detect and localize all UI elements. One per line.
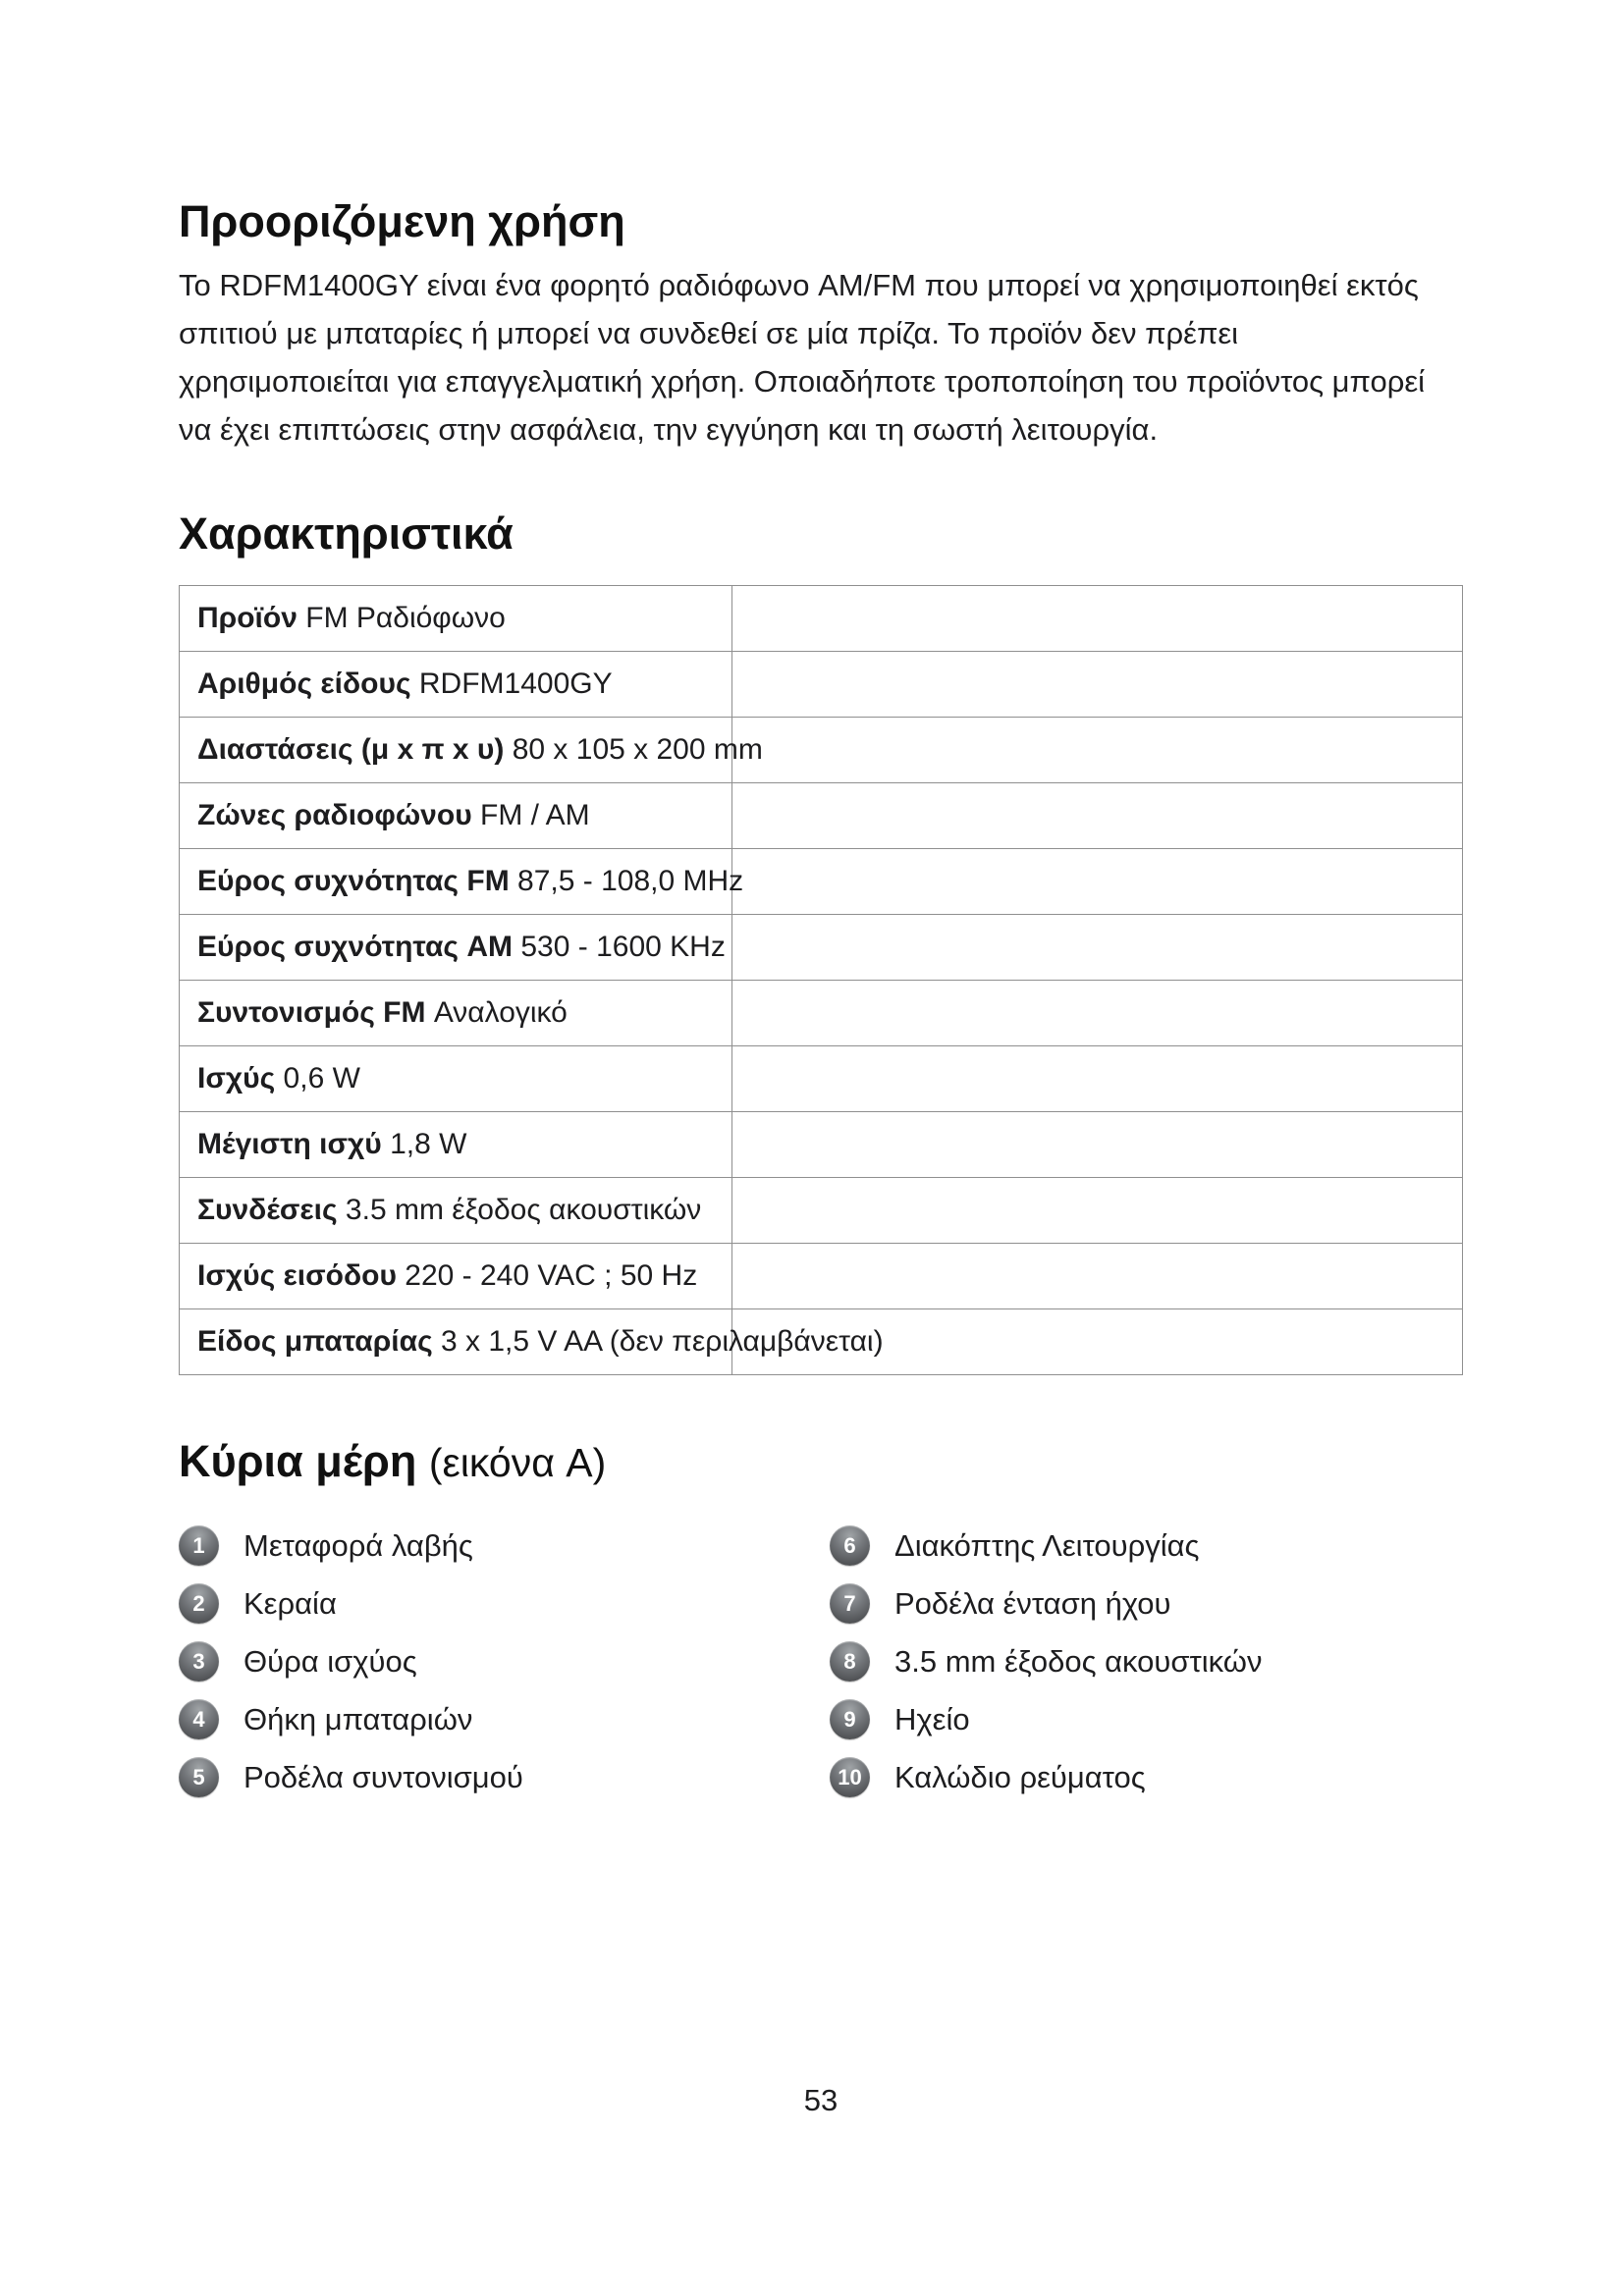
- part-item: [179, 1575, 830, 1632]
- part-label: 3.5 mm έξοδος ακουστικών: [894, 1643, 1263, 1679]
- intended-use-body: Το RDFM1400GY είναι ένα φορητό ραδιόφωνο AM/FM που μπορεί να χρησιμοποιηθεί εκτός σπιτιού με μπαταρίες ή μπορεί να συνδεθεί σε μία πρίζα. Το προϊόν δεν πρέπει χρησιμοποιείται για επαγγελματική χρήση. Οποιαδήποτε τροποποίηση του προϊόντος μπορεί να έχει επιπτώσεις στην ασφάλεια, την εγγύηση και τη σωστή λειτουργία.: [179, 268, 1426, 447]
- spec-label: Ισχύς: [197, 1062, 276, 1095]
- spec-value: FM / AM: [480, 799, 590, 831]
- main-parts-title: [179, 1436, 1463, 1487]
- spec-value: FM Ραδιόφωνο: [305, 602, 506, 634]
- spec-value: 1,8 W: [390, 1128, 467, 1160]
- spec-label: Ζώνες ραδιοφώνου: [197, 799, 472, 831]
- table-row: [180, 981, 1462, 1046]
- table-row: [180, 1112, 1462, 1178]
- part-number-badge: 10: [830, 1757, 870, 1797]
- part-number-badge: 2: [179, 1583, 219, 1624]
- part-label: Ηχείο: [894, 1701, 970, 1736]
- part-label: Μεταφορά λαβής: [244, 1527, 473, 1563]
- part-item: [179, 1690, 830, 1748]
- specifications-title: Χαρακτηριστικά: [179, 508, 514, 559]
- table-row: [180, 586, 1462, 652]
- spec-value: 80 x 105 x 200 mm: [512, 733, 763, 766]
- spec-value: 87,5 - 108,0 MHz: [517, 865, 744, 897]
- table-row: [180, 783, 1462, 849]
- part-number-badge: 6: [830, 1525, 870, 1566]
- part-label: Διακόπτης Λειτουργίας: [894, 1527, 1200, 1563]
- spec-value: Αναλογικό: [433, 996, 568, 1029]
- section-intended-use: [179, 196, 1463, 454]
- part-label: Ροδέλα ένταση ήχου: [894, 1585, 1171, 1621]
- table-row: [180, 915, 1462, 981]
- page-content: [179, 0, 1463, 1806]
- part-label: Θύρα ισχύος: [244, 1643, 417, 1679]
- part-item: [830, 1517, 1463, 1575]
- parts-column-right: [830, 1517, 1463, 1806]
- parts-column-left: [179, 1517, 830, 1806]
- table-row: [180, 1309, 1462, 1374]
- specifications-table: [179, 585, 1463, 1375]
- spec-label: Αριθμός είδους: [197, 667, 411, 700]
- spec-label: Ισχύς εισόδου: [197, 1259, 397, 1292]
- table-row: [180, 1244, 1462, 1309]
- part-number-badge: 5: [179, 1757, 219, 1797]
- section-main-parts: [179, 1436, 1463, 1806]
- part-item: [179, 1748, 830, 1806]
- part-number-badge: 3: [179, 1641, 219, 1682]
- spec-value: 3.5 mm έξοδος ακουστικών: [345, 1194, 702, 1226]
- part-label: Καλώδιο ρεύματος: [894, 1759, 1146, 1794]
- part-number-badge: 9: [830, 1699, 870, 1739]
- part-label: Κεραία: [244, 1585, 337, 1621]
- section-specifications: [179, 508, 1463, 1375]
- page-number: 53: [803, 2083, 839, 2117]
- table-row: [180, 849, 1462, 915]
- part-item: [830, 1748, 1463, 1806]
- spec-value: 530 - 1600 KHz: [520, 931, 726, 963]
- part-label: Ροδέλα συντονισμού: [244, 1759, 523, 1794]
- spec-label: Εύρος συχνότητας AM: [197, 931, 514, 963]
- table-column-divider: [731, 586, 732, 1374]
- spec-value: 3 x 1,5 V AA (δεν περιλαμβάνεται): [441, 1325, 884, 1358]
- part-item: [179, 1632, 830, 1690]
- table-row: [180, 718, 1462, 783]
- spec-label: Εύρος συχνότητας FM: [197, 865, 510, 897]
- spec-label: Είδος μπαταρίας: [197, 1325, 433, 1358]
- main-parts-list: [179, 1517, 1463, 1806]
- part-number-badge: 7: [830, 1583, 870, 1624]
- spec-label: Μέγιστη ισχύ: [197, 1128, 382, 1160]
- part-item: [830, 1690, 1463, 1748]
- part-label: Θήκη μπαταριών: [244, 1701, 473, 1736]
- part-number-badge: 8: [830, 1641, 870, 1682]
- table-row: [180, 1178, 1462, 1244]
- spec-value: 220 - 240 VAC ; 50 Hz: [405, 1259, 698, 1292]
- part-number-badge: 4: [179, 1699, 219, 1739]
- spec-label: Προϊόν: [197, 602, 298, 634]
- part-item: [830, 1575, 1463, 1632]
- spec-label: Συντονισμός FM: [197, 996, 426, 1029]
- main-parts-subtitle: (εικόνα A): [428, 1440, 607, 1485]
- part-item: [179, 1517, 830, 1575]
- spec-value: 0,6 W: [283, 1062, 360, 1095]
- table-row: [180, 1046, 1462, 1112]
- spec-value: RDFM1400GY: [418, 667, 613, 700]
- part-item: [830, 1632, 1463, 1690]
- main-parts-title-text: Κύρια μέρη: [179, 1436, 417, 1486]
- part-number-badge: 1: [179, 1525, 219, 1566]
- spec-label: Διαστάσεις (μ x π x υ): [197, 733, 505, 766]
- intended-use-title: Προοριζόμενη χρήση: [179, 196, 625, 246]
- table-row: [180, 652, 1462, 718]
- spec-label: Συνδέσεις: [197, 1194, 338, 1226]
